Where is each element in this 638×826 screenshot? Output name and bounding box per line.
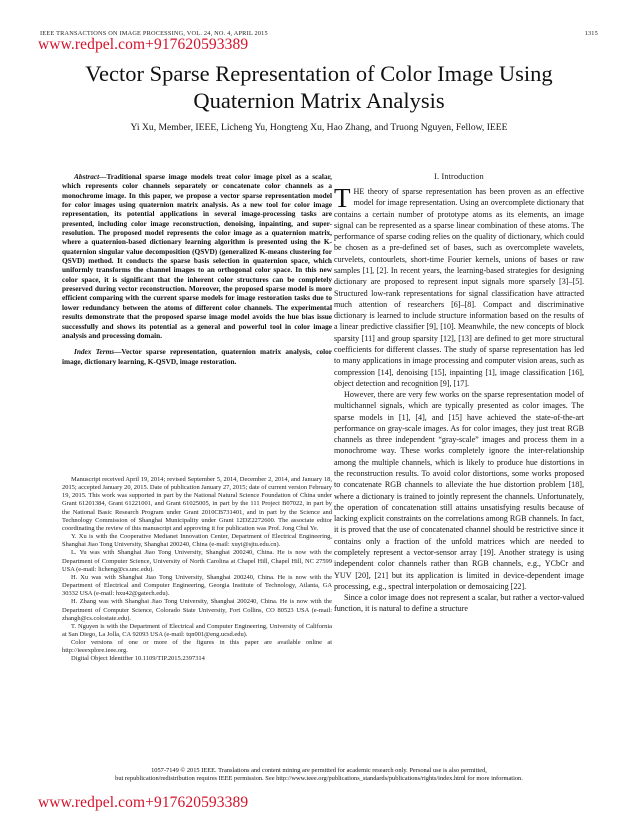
footnote: T. Nguyen is with the Department of Electrical and Computer Engineering, University of California at San Diego, La Jolla, CA 92093 USA (e-mail: tqn001@eng.ucsd.edu).: [62, 622, 332, 638]
section-heading: I. Introduction: [434, 172, 484, 181]
copyright-notice: [30, 767, 608, 783]
footnote: Color versions of one or more of the figures in this paper are available online at http://ieeexplore.ieee.org.: [62, 639, 332, 655]
watermark-bottom: www.redpel.com+917620593389: [38, 794, 249, 811]
left-column: [62, 172, 332, 366]
paragraph-text: HE theory of sparse representation has been proven as an effective model for image representation. Using an overcomplete dictionary that contains a certain number of prototype atoms as its elements, an image signal can be represented as a sparse linear combination of these atoms. The performance of sparse coding relies on the quality of dictionary, which could be chosen as a pre-defined set of bases, such as overcomplete wavelets, curvelets, contourlets, short-time Fourier kernels, unions of bases or raw samples [1], [2]. In recent years, the learning-based strategies for designing dictionary are proposed to represent input signals more sparsely [3]–[5]. Structured low-rank representations for signal classification have attracted much attention of researchers [6]–[8]. Compact and discriminative dictionary is learned to include structure information based on the results of a linear predictive classifier [9], [10]. Meanwhile, the new concepts of block sparsity [11] and group sparsity [12], [13] are defined to get more structural coefficients for different classes. The study of sparse representation has led to many applications in image processing and computer vision areas, such as compression [14], denoising [15], inpainting [1], image classification [16], object detection and recognition [9], [17].: [334, 187, 584, 388]
right-column: [334, 172, 584, 615]
abstract-label: Abstract: [74, 172, 100, 181]
footnote: H. Zhang was with Shanghai Jiao Tong University, Shanghai 200240, China. He is now with the Department of Computer Science, Colorado State University, Fort Collins, CO 80523 USA (e-mail: zhangh@cs.colostate.edu).: [62, 598, 332, 622]
footnote: L. Yu was with Shanghai Jiao Tong University, Shanghai 200240, China. He is now with the Department of Computer Science, University of North Carolina at Chapel Hill, Chapel Hill, NC 27599 USA (e-mail: licheng@cs.unc.edu).: [62, 549, 332, 573]
title-line-1: Vector Sparse Representation of Color Image Using: [85, 61, 553, 86]
paragraph: However, there are very few works on the sparse representation model of multichannel signals, which are typically presented as color images. The sparse models in [1], [4], and [15] have achieved the state-of-the-art performance on gray-scale images. As for color images, they just treat RGB channels as three independent “gray-scale” images and process them in a monochrome way. These works completely ignore the inter-relationship among the multiple channels, which is likely to produce hue distortions in the reconstruction results. To avoid color distortions, some works proposed to concatenate RGB channels to alleviate the hue distortion problem [18], where a dictionary is trained to jointly represent the channels. Unfortunately, the operation of concatenation still attains unsatisfying results because of lacking explicit constraints on the correlations among RGB channels. In fact, it is proved that the use of concatenated channel should be restrictive since it contains only a fraction of the unfold matrices which are needed to completely represent a vector-sensor array [19]. Another strategy is using independent color channels rather than RGB channels, e.g., YCbCr and YUV [20], [21] but its application is limited in device-dependent image processing, e.g., spectral interpolation or demosaicing [22].: [334, 390, 584, 591]
paragraph: Since a color image does not represent a scalar, but rather a vector-valued function, it is natural to define a structure: [334, 593, 584, 614]
footnotes: [62, 476, 332, 664]
index-terms-label: Index Terms: [74, 347, 115, 357]
title-line-2: Quaternion Matrix Analysis: [193, 88, 445, 113]
paragraph: [334, 183, 584, 389]
copyright-line-1: 1057-7149 © 2015 IEEE. Translations and content mining are permitted for academic research only. Personal use is also permitted,: [151, 767, 487, 774]
footnote: Manuscript received April 19, 2014; revised September 5, 2014, December 2, 2014, and January 18, 2015; accepted January 20, 2015. Date of publication January 27, 2015; date of current version February 19, 2015. This work was supported in part by the National Natural Science Foundation of China under Grant 61201384, Grant 61221001, and Grant 61025005, in part by the 111 Project B07022, in part by the National Basic Research Program under Grant 2010CB731401, and in part by the Science and Technology Commission of Shanghai Municipality under Grant 12DZ2272600. The associate editor coordinating the review of this manuscript and approving it for publication was Prof. Jong Chul Ye.: [62, 476, 332, 532]
author-list: Yi Xu, Member, IEEE, Licheng Yu, Hongteng Xu, Hao Zhang, and Truong Nguyen, Fellow, IEEE: [130, 122, 508, 133]
abstract-text: Traditional sparse image models treat color image pixel as a scalar, which represents color channels separately or concatenate color channels as a monochrome image. In this paper, we propose a vector sparse representation model for color images using quaternion matrix analysis. As a new tool for color image representation, its potential applications in several image-processing tasks are presented, including color image reconstruction, denoising, inpainting, and super-resolution. The proposed model represents the color image as a quaternion matrix, where a quaternion-based dictionary learning algorithm is presented using the K-quaternion singular value decomposition (QSVD) (generalized K-means clustering for QSVD) method. It conducts the sparse basis selection in quaternion space, which uniformly transforms the channel images to an orthogonal color space. In this new color space, it is significant that the inherent color structures can be completely preserved during vector reconstruction. Moreover, the proposed sparse model is more efficient comparing with the current sparse models for image restoration tasks due to lower redundancy between the atoms of different color channels. The experimental results demonstrate that the proposed sparse image model avoids the hue bias issue successfully and shows its potential as a general and powerful tool in color image analysis and processing domain.: [62, 172, 332, 340]
paper-title: [40, 60, 598, 114]
index-terms-text: Vector sparse representation, quaternion matrix analysis, color image, dictionary learning, K-QSVD, image restoration.: [62, 347, 333, 366]
watermark-top: www.redpel.com+917620593389: [38, 36, 249, 53]
journal-header: IEEE TRANSACTIONS ON IMAGE PROCESSING, VOL. 24, NO. 4, APRIL 2015: [40, 30, 268, 37]
footnote: Y. Xu is with the Cooperative Medianet Innovation Center, Department of Electrical Engineering, Shanghai Jiao Tong University, Shanghai 200240, China (e-mail: xuyi@sjtu.edu.cn).: [62, 533, 332, 549]
footnote: H. Xu was with Shanghai Jiao Tong University, Shanghai 200240, China. He is now with the Department of Electrical and Computer Engineering, Georgia Institute of Technology, Atlanta, GA 30332 USA (e-mail: hxu42@gatech.edu).: [62, 573, 332, 598]
introduction-body: [334, 183, 584, 615]
footnote: Digital Object Identifier 10.1109/TIP.2015.2397314: [71, 655, 205, 663]
copyright-line-2: but republication/redistribution requires IEEE permission. See http://www.ieee.org/publications_standards/publications/rights/index.html for more information.: [115, 775, 523, 783]
drop-cap: T: [334, 183, 351, 213]
index-terms: Index Terms—Vector sparse representation, quaternion matrix analysis, color image, dictionary learning, K-QSVD, image restoration.: [62, 347, 333, 366]
page-number: 1315: [584, 30, 598, 37]
abstract: Abstract—Traditional sparse image models treat color image pixel as a scalar, which represents color channels separately or concatenate color channels as a monochrome image. In this paper, we propose a vector sparse representation model for color images using quaternion matrix analysis. As a new tool for color image representation, its potential applications in several image-processing tasks are presented, including color image reconstruction, denoising, inpainting, and super-resolution. The proposed model represents the color image as a quaternion matrix, where a quaternion-based dictionary learning algorithm is presented using the K-quaternion singular value decomposition (QSVD) (generalized K-means clustering for QSVD) method. It conducts the sparse basis selection in quaternion space, which uniformly transforms the channel images to an orthogonal color space. In this new color space, it is significant that the inherent color structures can be completely preserved during vector reconstruction. Moreover, the proposed sparse model is more efficient comparing with the current sparse models for image restoration tasks due to lower redundancy between the atoms of different color channels. The experimental results demonstrate that the proposed sparse image model avoids the hue bias issue successfully and shows its potential as a general and powerful tool in color image analysis and processing domain.: [62, 172, 332, 340]
